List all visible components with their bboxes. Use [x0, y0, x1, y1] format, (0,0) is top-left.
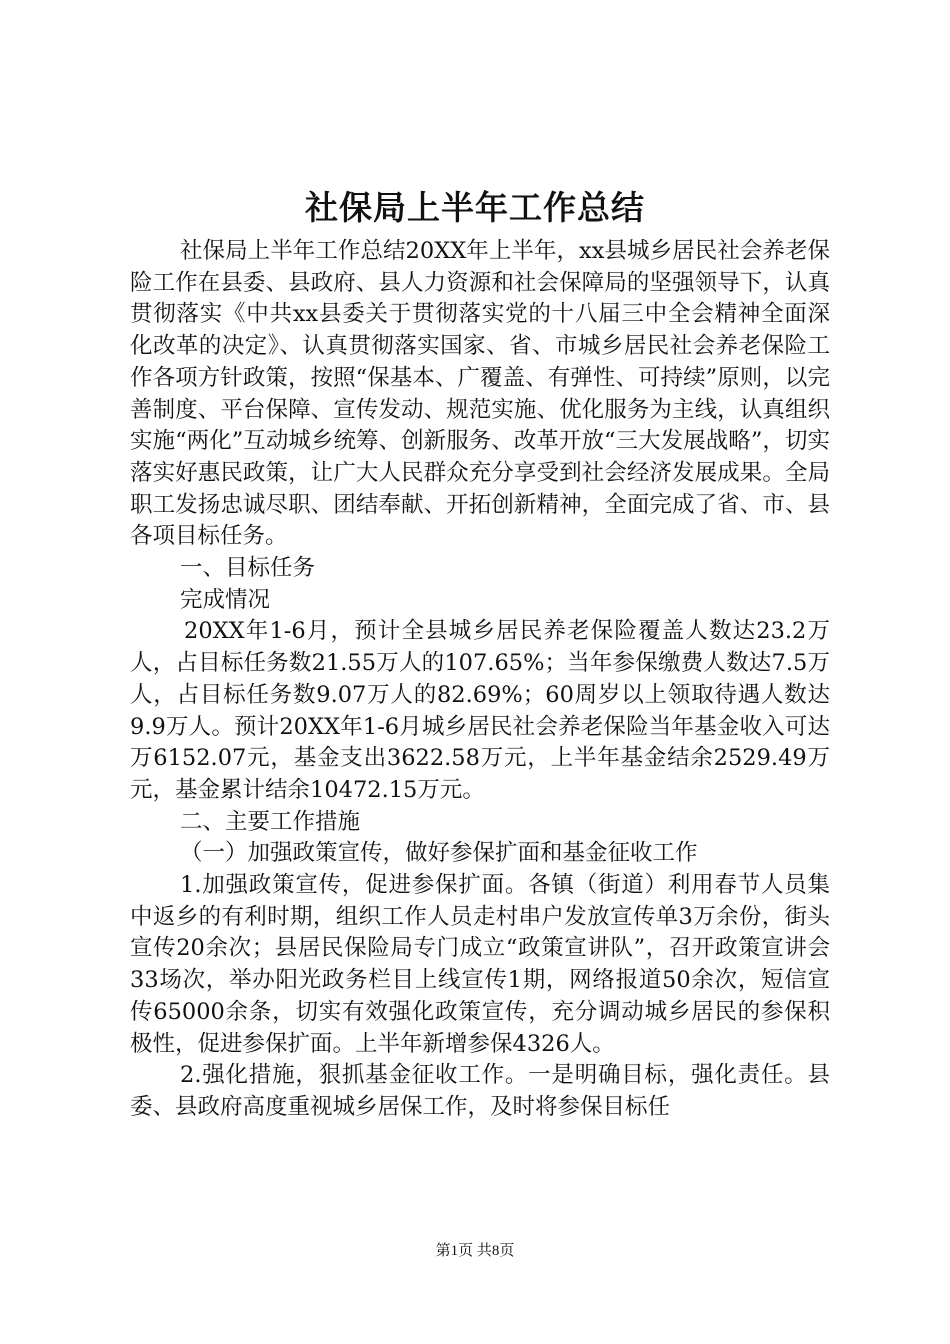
section-heading-measures: 二、主要工作措施: [180, 808, 361, 835]
completion-paragraph: 20XX年1-6月，预计全县城乡居民养老保险覆盖人数达23.2万人，占目标任务数21.55万人的107.65%；当年参保缴费人数达7.5万人，占目标任务数9.07万人的82.69%；60周岁以上领取待遇人数达9.9万人。预计20XX年1-6月城乡居民社会养老保险当年基金收入可达万6152.07元，基金支出3622.58万元，上半年基金结余2529.49万元，基金累计结余10472.15万元。: [130, 618, 830, 803]
page-footer: 第1页 共8页: [435, 1243, 515, 1259]
measure-paragraph-1: 1.加强政策宣传，促进参保扩面。各镇（街道）利用春节人员集中返乡的有利时期，组织工作人员走村串户发放宣传单3万余份，街头宣传20余次；县居民保险局专门成立“政策宣讲队”，召开政策宣讲会33场次，举办阳光政务栏目上线宣传1期，网络报道50余次，短信宣传65000余条，切实有效强化政策宣传，充分调动城乡居民的参保积极性，促进参保扩面。上半年新增参保4326人。: [130, 872, 830, 1057]
intro-paragraph: 社保局上半年工作总结20XX年上半年，xx县城乡居民社会养老保险工作在县委、县政府、县人力资源和社会保障局的坚强领导下，认真贯彻落实《中共xx县委关于贯彻落实党的十八届三中全会精神全面深化改革的决定》、认真贯彻落实国家、省、市城乡居民社会养老保险工作各项方针政策，按照“保基本、广覆盖、有弹性、可持续”原则，以完善制度、平台保障、宣传发动、规范实施、优化服务为主线，认真组织实施“两化”互动城乡统筹、创新服务、改革开放“三大发展战略”，切实落实好惠民政策，让广大人民群众充分享受到社会经济发展成果。全局职工发扬忠诚尽职、团结奉献、开拓创新精神，全面完成了省、市、县各项目标任务。: [130, 238, 830, 550]
subheading-completion: 完成情况: [180, 586, 271, 613]
section-heading-targets: 一、目标任务: [180, 555, 316, 582]
document-title: 社保局上半年工作总结: [305, 188, 645, 227]
measure-paragraph-2: 2.强化措施，狠抓基金征收工作。一是明确目标，强化责任。县委、县政府高度重视城乡居保工作，及时将参保目标任: [130, 1062, 830, 1120]
document-body: [130, 236, 830, 1124]
subsection-heading-policy: （一）加强政策宣传，做好参保扩面和基金征收工作: [180, 840, 698, 867]
